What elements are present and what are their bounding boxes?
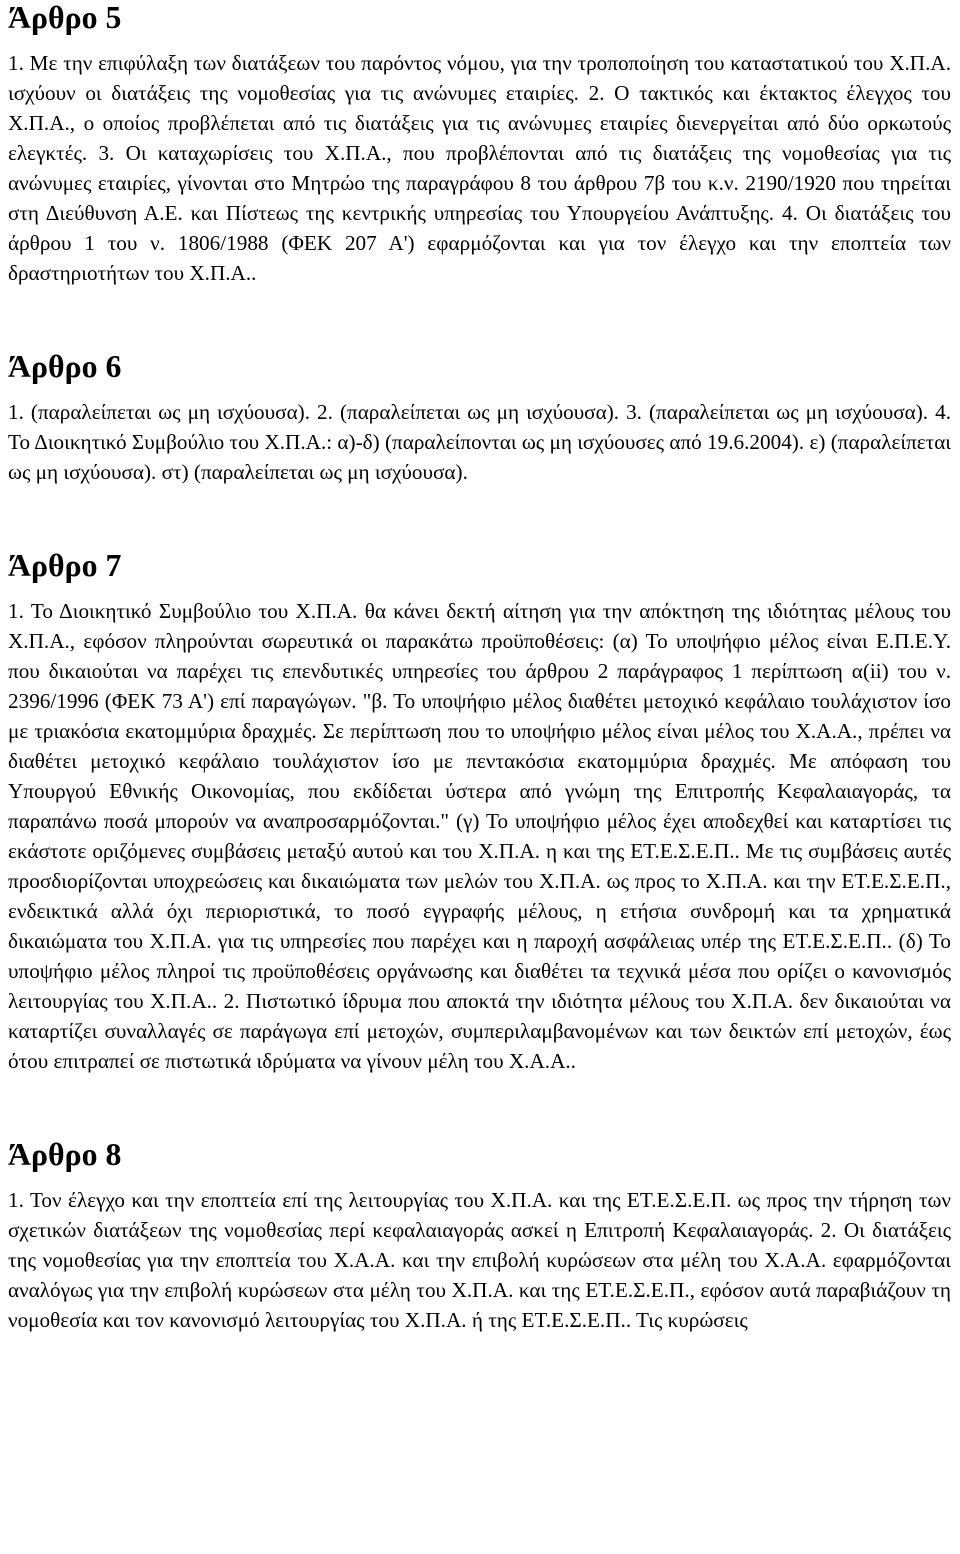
article-heading: Άρθρο 5 (8, 0, 122, 35)
article-text: 1. Τον έλεγχο και την εποπτεία επί της λειτουργίας του Χ.Π.Α. και της ΕΤ.Ε.Σ.Ε.Π. ως προς την τήρηση των σχετικών διατάξεων της νομοθεσίας περί κεφαλαιαγοράς ασκεί η Επιτροπή Κεφαλαιαγοράς. 2. Οι διατάξεις της νομοθεσίας για την εποπτεία του Χ.Α.Α. και την επιβολή κυρώσεων στα μέλη του Χ.Α.Α. εφαρμόζονται αναλόγως για την επιβολή κυρώσεων στα μέλη του Χ.Π.Α. και της ΕΤ.Ε.Σ.Ε.Π., εφόσον αυτά παραβιάζουν τη νομοθεσία και τον κανονισμό λειτουργίας του Χ.Π.Α. ή της ΕΤ.Ε.Σ.Ε.Π.. Τις κυρώσεις (8, 1188, 951, 1332)
article-text: 1. Με την επιφύλαξη των διατάξεων του παρόντος νόμου, για την τροποποίηση του καταστατικού του Χ.Π.Α. ισχύουν οι διατάξεις της νομοθεσίας για τις ανώνυμες εταιρίες. 2. Ο τακτικός και έκτακτος έλεγχος του Χ.Π.Α., ο οποίος προβλέπεται από τις διατάξεις για τις ανώνυμες εταιρίες διενεργείται από δύο ορκωτούς ελεγκτές. 3. Οι καταχωρίσεις του Χ.Π.Α., που προβλέπονται από τις διατάξεις της νομοθεσίας για τις ανώνυμες εταιρίες, γίνονται στο Μητρώο της παραγράφου 8 του άρθρου 7β του κ.ν. 2190/1920 που τηρείται στη Διεύθυνση Α.Ε. και Πίστεως της κεντρικής υπηρεσίας του Υπουργείου Ανάπτυξης. 4. Οι διατάξεις του άρθρου 1 του ν. 1806/1988 (ΦΕΚ 207 Α') εφαρμόζονται και για τον έλεγχο και την εποπτεία των δραστηριοτήτων του Χ.Π.Α.. (8, 51, 951, 285)
article-5 (8, 0, 951, 288)
section-spacer (8, 288, 951, 349)
section-spacer (8, 487, 951, 548)
article-7 (8, 548, 951, 1076)
article-text: 1. (παραλείπεται ως μη ισχύουσα). 2. (παραλείπεται ως μη ισχύουσα). 3. (παραλείπεται ως μη ισχύουσα). 4. Το Διοικητικό Συμβούλιο του Χ.Π.Α.: α)-δ) (παραλείπονται ως μη ισχύουσες από 19.6.2004). ε) (παραλείπεται ως μη ισχύουσα). στ) (παραλείπεται ως μη ισχύουσα). (8, 400, 951, 484)
article-heading: Άρθρο 8 (8, 1137, 122, 1172)
document-page (8, 0, 951, 1335)
article-6 (8, 349, 951, 487)
article-text: 1. Το Διοικητικό Συμβούλιο του Χ.Π.Α. θα κάνει δεκτή αίτηση για την απόκτηση της ιδιότητας μέλους του Χ.Π.Α., εφόσον πληρούνται σωρευτικά οι παρακάτω προϋποθέσεις: (α) Το υποψήφιο μέλος είναι Ε.Π.Ε.Υ. που δικαιούται να παρέχει τις επενδυτικές υπηρεσίες του άρθρου 2 παράγραφος 1 περίπτωση α(ii) του ν. 2396/1996 (ΦΕΚ 73 Α') επί παραγώγων. "β. Το υποψήφιο μέλος διαθέτει μετοχικό κεφάλαιο τουλάχιστον ίσο με τριακόσια εκατομμύρια δραχμές. Σε περίπτωση που το υποψήφιο μέλος είναι μέλος του Χ.Α.Α., πρέπει να διαθέτει μετοχικό κεφάλαιο τουλάχιστον ίσο με πεντακόσια εκατομμύρια δραχμές. Με απόφαση του Υπουργού Εθνικής Οικονομίας, που εκδίδεται ύστερα από γνώμη της Επιτροπής Κεφαλαιαγοράς, τα παραπάνω ποσά μπορούν να αναπροσαρμόζονται." (γ) Το υποψήφιο μέλος έχει αποδεχθεί και καταρτίσει τις εκάστοτε οριζόμενες συμβάσεις μεταξύ αυτού και του Χ.Π.Α. η και της ΕΤ.Ε.Σ.Ε.Π.. Με τις συμβάσεις αυτές προσδιορίζονται υποχρεώσεις και δικαιώματα των μελών του Χ.Π.Α. ως προς το Χ.Π.Α. και την ΕΤ.Ε.Σ.Ε.Π., ενδεικτικά αλλά όχι περιοριστικά, το ποσό εγγραφής μέλους, η ετήσια συνδρομή και τα χρηματικά δικαιώματα του Χ.Π.Α. για τις υπηρεσίες που παρέχει και η παροχή ασφάλειας υπέρ της ΕΤ.Ε.Σ.Ε.Π.. (δ) Το υποψήφιο μέλος πληροί τις προϋποθέσεις οργάνωσης και διαθέτει τα τεχνικά μέσα που ορίζει ο κανονισμός λειτουργίας του Χ.Π.Α.. 2. Πιστωτικό ίδρυμα που αποκτά την ιδιότητα μέλους του Χ.Π.Α. δεν δικαιούται να καταρτίζει συναλλαγές σε παράγωγα επί μετοχών, συμπεριλαμβανομένων και των δεικτών επί μετοχών, έως ότου επιτραπεί σε πιστωτικά ιδρύματα να γίνουν μέλη του Χ.Α.Α.. (8, 599, 951, 1073)
section-spacer (8, 1076, 951, 1137)
article-8 (8, 1137, 951, 1335)
article-heading: Άρθρο 7 (8, 548, 122, 583)
article-heading: Άρθρο 6 (8, 349, 122, 384)
